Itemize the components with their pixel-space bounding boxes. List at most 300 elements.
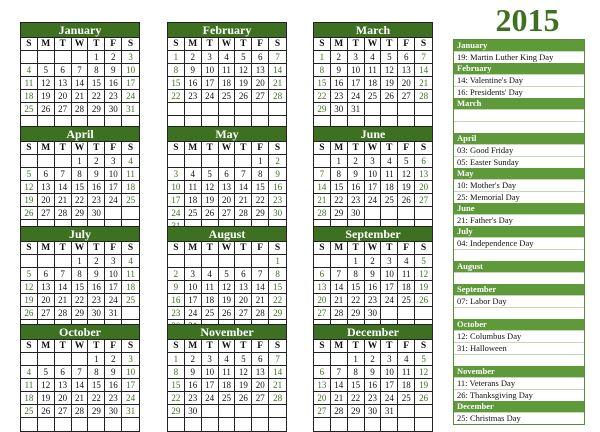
day-cell: 28: [331, 307, 348, 320]
day-cell: 23: [105, 392, 122, 405]
weekday-header: M: [185, 340, 202, 353]
weekday-header: S: [415, 38, 432, 51]
empty-day-cell: [202, 155, 219, 168]
day-cell: 11: [21, 379, 38, 392]
day-cell: 29: [252, 207, 269, 220]
holiday-item: 19: Martin Luther King Day: [454, 51, 584, 63]
month-november: [167, 324, 287, 432]
day-cell: 24: [381, 392, 398, 405]
month-title: May: [168, 127, 286, 142]
day-cell: 7: [55, 168, 72, 181]
day-cell: 5: [235, 51, 252, 64]
day-cell: 23: [88, 294, 105, 307]
day-cell: 26: [235, 90, 252, 103]
day-cell: 13: [398, 64, 415, 77]
day-cell: 24: [381, 294, 398, 307]
day-cell: 16: [105, 77, 122, 90]
weekday-header: W: [72, 38, 89, 51]
day-cell: 27: [235, 307, 252, 320]
day-cell: 29: [88, 405, 105, 418]
day-cell: 2: [365, 353, 382, 366]
day-cell: 3: [348, 51, 365, 64]
weekday-header: M: [331, 340, 348, 353]
day-cell: 19: [398, 181, 415, 194]
day-cell: 14: [269, 366, 286, 379]
day-cell: 26: [381, 90, 398, 103]
empty-day-cell: [122, 307, 139, 320]
weekday-header: W: [365, 38, 382, 51]
holiday-month-header: January: [454, 40, 584, 51]
day-cell: 15: [269, 281, 286, 294]
day-cell: 25: [381, 194, 398, 207]
month-title: January: [21, 23, 139, 38]
day-cell: 15: [331, 181, 348, 194]
day-cell: 7: [235, 168, 252, 181]
day-cell: 20: [235, 294, 252, 307]
day-cell: 25: [398, 392, 415, 405]
day-cell: 25: [21, 103, 38, 116]
day-cell: 3: [202, 51, 219, 64]
day-cell: 6: [55, 366, 72, 379]
day-cell: 15: [72, 181, 89, 194]
weekday-header: S: [314, 38, 331, 51]
day-cell: 27: [219, 207, 236, 220]
day-cell: 6: [38, 168, 55, 181]
day-cell: 24: [185, 307, 202, 320]
weekday-header: S: [269, 340, 286, 353]
day-cell: 4: [122, 155, 139, 168]
weekday-header: W: [72, 340, 89, 353]
empty-day-cell: [105, 207, 122, 220]
weekday-header: T: [202, 340, 219, 353]
day-cell: 29: [331, 207, 348, 220]
day-cell: 10: [381, 366, 398, 379]
weekday-header: F: [252, 142, 269, 155]
day-grid: [168, 242, 286, 333]
day-grid: [21, 242, 139, 333]
day-cell: 19: [21, 194, 38, 207]
weekday-header: T: [348, 142, 365, 155]
holiday-month-header: March: [454, 98, 584, 109]
day-cell: 9: [105, 64, 122, 77]
holiday-blank-line: [454, 272, 584, 284]
day-cell: 20: [314, 294, 331, 307]
day-cell: 5: [219, 268, 236, 281]
weekday-header: T: [55, 38, 72, 51]
day-cell: 2: [269, 155, 286, 168]
day-cell: 13: [415, 168, 432, 181]
day-cell: 6: [38, 268, 55, 281]
day-cell: 10: [365, 168, 382, 181]
day-cell: 10: [122, 64, 139, 77]
weekday-header: S: [168, 142, 185, 155]
day-cell: 19: [415, 281, 432, 294]
weekday-header: W: [365, 142, 382, 155]
day-cell: 5: [38, 64, 55, 77]
day-cell: 23: [365, 392, 382, 405]
day-cell: 23: [185, 90, 202, 103]
day-cell: 28: [72, 405, 89, 418]
day-cell: 27: [314, 405, 331, 418]
day-cell: 10: [381, 268, 398, 281]
day-cell: 6: [235, 268, 252, 281]
day-cell: 25: [202, 307, 219, 320]
empty-day-cell: [219, 103, 236, 116]
empty-day-cell: [252, 103, 269, 116]
day-cell: 11: [398, 366, 415, 379]
day-cell: 11: [122, 168, 139, 181]
weekday-header: F: [398, 142, 415, 155]
month-july: [20, 226, 140, 334]
day-cell: 12: [219, 281, 236, 294]
day-cell: 7: [72, 366, 89, 379]
weekday-header: S: [168, 340, 185, 353]
weekday-header: S: [314, 242, 331, 255]
weekday-header: T: [55, 340, 72, 353]
day-cell: 18: [21, 90, 38, 103]
day-cell: 7: [415, 51, 432, 64]
day-cell: 4: [381, 155, 398, 168]
day-cell: 27: [398, 90, 415, 103]
day-cell: 17: [202, 77, 219, 90]
day-cell: 8: [269, 268, 286, 281]
day-cell: 24: [122, 392, 139, 405]
day-cell: 21: [331, 392, 348, 405]
holiday-item: 04: Independence Day: [454, 237, 584, 249]
empty-day-cell: [219, 155, 236, 168]
weekday-header: S: [415, 142, 432, 155]
weekday-header: S: [314, 142, 331, 155]
empty-day-cell: [415, 405, 432, 418]
day-cell: 13: [314, 281, 331, 294]
day-cell: 21: [331, 294, 348, 307]
weekday-header: F: [398, 38, 415, 51]
weekday-header: W: [365, 340, 382, 353]
day-cell: 12: [415, 268, 432, 281]
day-cell: 5: [415, 255, 432, 268]
weekday-header: S: [122, 38, 139, 51]
day-cell: 9: [269, 168, 286, 181]
day-cell: 7: [72, 64, 89, 77]
empty-day-cell: [55, 353, 72, 366]
weekday-header: T: [235, 142, 252, 155]
day-cell: 19: [38, 392, 55, 405]
day-cell: 7: [331, 268, 348, 281]
day-cell: 14: [72, 77, 89, 90]
day-cell: 9: [365, 366, 382, 379]
holiday-month-header: November: [454, 366, 584, 377]
weekday-header: S: [168, 38, 185, 51]
weekday-header: T: [202, 242, 219, 255]
day-cell: 12: [415, 366, 432, 379]
day-cell: 13: [252, 64, 269, 77]
day-cell: 16: [331, 77, 348, 90]
day-grid: [21, 340, 139, 431]
day-cell: 21: [252, 294, 269, 307]
weekday-header: M: [38, 242, 55, 255]
weekday-header: F: [252, 38, 269, 51]
day-cell: 19: [235, 379, 252, 392]
day-cell: 18: [21, 392, 38, 405]
day-grid: [21, 142, 139, 233]
empty-day-cell: [122, 207, 139, 220]
day-cell: 19: [21, 294, 38, 307]
day-cell: 20: [38, 194, 55, 207]
holiday-item: 12: Columbus Day: [454, 330, 584, 342]
holiday-item: 25: Memorial Day: [454, 191, 584, 203]
holiday-month-header: December: [454, 401, 584, 412]
day-cell: 18: [219, 379, 236, 392]
weekday-header: T: [235, 340, 252, 353]
day-cell: 8: [314, 64, 331, 77]
day-cell: 18: [122, 281, 139, 294]
month-title: September: [314, 227, 432, 242]
month-title: December: [314, 325, 432, 340]
month-august: [167, 226, 287, 334]
day-cell: 13: [55, 77, 72, 90]
holiday-item: 05: Easter Sunday: [454, 156, 584, 168]
day-cell: 20: [55, 90, 72, 103]
day-cell: 25: [122, 194, 139, 207]
holiday-blank-line: [454, 354, 584, 366]
day-cell: 22: [72, 194, 89, 207]
day-cell: 1: [88, 353, 105, 366]
day-cell: 6: [252, 353, 269, 366]
day-cell: 27: [38, 307, 55, 320]
weekday-header: F: [398, 340, 415, 353]
empty-day-cell: [185, 155, 202, 168]
day-cell: 10: [185, 281, 202, 294]
day-cell: 16: [88, 281, 105, 294]
weekday-header: T: [235, 38, 252, 51]
day-cell: 5: [202, 168, 219, 181]
day-cell: 23: [185, 392, 202, 405]
day-cell: 16: [88, 181, 105, 194]
day-cell: 17: [122, 77, 139, 90]
day-cell: 26: [202, 207, 219, 220]
day-cell: 5: [398, 155, 415, 168]
day-cell: 4: [202, 268, 219, 281]
day-cell: 17: [185, 294, 202, 307]
day-cell: 30: [331, 103, 348, 116]
day-cell: 2: [365, 255, 382, 268]
weekday-header: M: [38, 340, 55, 353]
holiday-item: 11: Veterans Day: [454, 377, 584, 389]
weekday-header: T: [348, 340, 365, 353]
day-cell: 2: [185, 51, 202, 64]
day-grid: [168, 142, 286, 233]
empty-day-cell: [21, 155, 38, 168]
day-cell: 12: [235, 366, 252, 379]
day-grid: [168, 38, 286, 129]
weekday-header: F: [105, 242, 122, 255]
day-cell: 26: [415, 392, 432, 405]
day-cell: 28: [331, 405, 348, 418]
weekday-header: T: [55, 242, 72, 255]
day-cell: 29: [168, 405, 185, 418]
day-cell: 22: [168, 90, 185, 103]
day-cell: 23: [365, 294, 382, 307]
day-cell: 16: [365, 281, 382, 294]
day-cell: 3: [122, 353, 139, 366]
day-cell: 1: [168, 353, 185, 366]
day-cell: 12: [381, 64, 398, 77]
day-cell: 9: [88, 268, 105, 281]
empty-day-cell: [38, 255, 55, 268]
empty-day-cell: [398, 307, 415, 320]
day-cell: 23: [88, 194, 105, 207]
day-cell: 5: [21, 268, 38, 281]
day-cell: 27: [314, 307, 331, 320]
day-cell: 10: [348, 64, 365, 77]
day-cell: 19: [235, 77, 252, 90]
empty-day-cell: [38, 51, 55, 64]
empty-day-cell: [269, 103, 286, 116]
holiday-blank-line: [454, 109, 584, 121]
month-title: October: [21, 325, 139, 340]
empty-day-cell: [21, 51, 38, 64]
month-january: [20, 22, 140, 130]
day-cell: 22: [314, 90, 331, 103]
empty-day-cell: [235, 103, 252, 116]
day-cell: 16: [105, 379, 122, 392]
day-cell: 25: [219, 392, 236, 405]
day-cell: 24: [202, 392, 219, 405]
day-cell: 10: [202, 64, 219, 77]
day-cell: 9: [88, 168, 105, 181]
holiday-month-header: April: [454, 133, 584, 144]
day-cell: 18: [381, 181, 398, 194]
day-cell: 20: [398, 77, 415, 90]
day-cell: 30: [88, 207, 105, 220]
day-cell: 29: [88, 103, 105, 116]
day-cell: 21: [72, 392, 89, 405]
weekday-header: W: [365, 242, 382, 255]
day-cell: 14: [55, 181, 72, 194]
weekday-header: F: [105, 142, 122, 155]
holiday-item: 10: Mother's Day: [454, 179, 584, 191]
day-cell: 3: [168, 168, 185, 181]
day-cell: 8: [168, 64, 185, 77]
empty-day-cell: [38, 155, 55, 168]
day-cell: 15: [168, 379, 185, 392]
weekday-header: S: [269, 242, 286, 255]
weekday-header: T: [381, 340, 398, 353]
day-cell: 26: [21, 207, 38, 220]
holiday-item: 31: Halloween: [454, 342, 584, 354]
day-cell: 4: [365, 51, 382, 64]
holiday-month-header: February: [454, 63, 584, 74]
day-cell: 22: [348, 392, 365, 405]
day-cell: 4: [398, 255, 415, 268]
day-cell: 9: [185, 366, 202, 379]
day-cell: 11: [398, 268, 415, 281]
day-cell: 31: [122, 103, 139, 116]
day-cell: 27: [55, 405, 72, 418]
empty-day-cell: [415, 207, 432, 220]
day-cell: 19: [38, 90, 55, 103]
day-cell: 31: [122, 405, 139, 418]
day-cell: 28: [55, 207, 72, 220]
holiday-item: 26: Thanksgiving Day: [454, 389, 584, 401]
day-cell: 23: [331, 90, 348, 103]
weekday-header: W: [72, 142, 89, 155]
day-cell: 2: [88, 155, 105, 168]
weekday-header: W: [219, 242, 236, 255]
weekday-header: M: [38, 38, 55, 51]
day-cell: 9: [348, 168, 365, 181]
day-cell: 4: [21, 64, 38, 77]
weekday-header: T: [381, 38, 398, 51]
day-cell: 24: [105, 194, 122, 207]
holiday-item: 16: Presidents' Day: [454, 86, 584, 98]
day-cell: 26: [219, 307, 236, 320]
day-cell: 7: [55, 268, 72, 281]
day-cell: 6: [398, 51, 415, 64]
day-cell: 2: [348, 155, 365, 168]
day-cell: 3: [105, 155, 122, 168]
day-grid: [314, 340, 432, 431]
weekday-header: F: [398, 242, 415, 255]
day-cell: 13: [235, 281, 252, 294]
day-cell: 17: [202, 379, 219, 392]
day-cell: 12: [235, 64, 252, 77]
day-cell: 6: [252, 51, 269, 64]
day-cell: 25: [122, 294, 139, 307]
year-title: 2015: [495, 2, 560, 38]
day-cell: 22: [348, 294, 365, 307]
empty-day-cell: [314, 155, 331, 168]
day-grid: [168, 340, 286, 431]
day-cell: 2: [185, 353, 202, 366]
day-cell: 1: [348, 353, 365, 366]
day-cell: 22: [252, 194, 269, 207]
day-cell: 14: [252, 281, 269, 294]
day-cell: 22: [269, 294, 286, 307]
day-cell: 4: [185, 168, 202, 181]
weekday-header: S: [21, 142, 38, 155]
day-cell: 22: [88, 90, 105, 103]
day-cell: 5: [21, 168, 38, 181]
day-cell: 14: [331, 379, 348, 392]
month-title: June: [314, 127, 432, 142]
day-cell: 27: [252, 392, 269, 405]
day-cell: 25: [398, 294, 415, 307]
day-cell: 27: [55, 103, 72, 116]
day-cell: 18: [122, 181, 139, 194]
day-cell: 31: [381, 405, 398, 418]
holiday-month-header: July: [454, 226, 584, 237]
day-cell: 8: [88, 64, 105, 77]
empty-day-cell: [252, 405, 269, 418]
weekday-header: W: [72, 242, 89, 255]
weekday-header: F: [252, 340, 269, 353]
day-cell: 24: [348, 90, 365, 103]
day-cell: 27: [415, 194, 432, 207]
empty-day-cell: [235, 405, 252, 418]
day-cell: 11: [21, 77, 38, 90]
day-cell: 30: [365, 405, 382, 418]
day-cell: 21: [269, 77, 286, 90]
day-cell: 2: [168, 268, 185, 281]
day-cell: 10: [202, 366, 219, 379]
day-cell: 11: [365, 64, 382, 77]
day-cell: 21: [269, 379, 286, 392]
day-cell: 19: [202, 194, 219, 207]
day-grid: [21, 38, 139, 129]
weekday-header: M: [331, 242, 348, 255]
day-cell: 13: [38, 181, 55, 194]
